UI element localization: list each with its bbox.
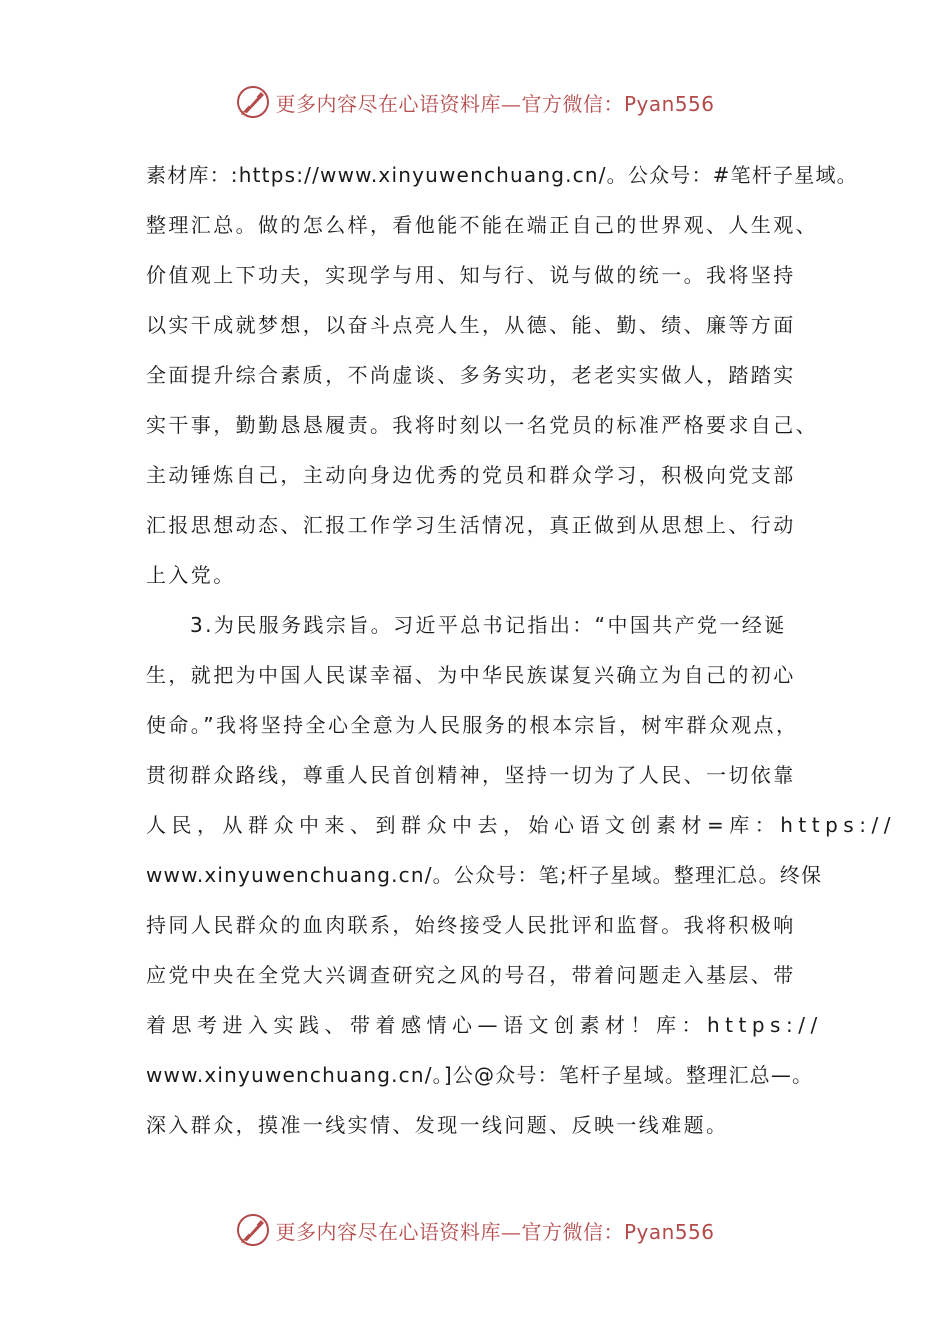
banner-wechat-id: Pyan556 <box>623 1219 715 1244</box>
banner-separator: — <box>500 1219 522 1244</box>
body-line: 贯彻群众路线，尊重人民首创精神，坚持一切为了人民、一切依靠 <box>146 763 796 787</box>
quill-pen-icon <box>235 84 271 120</box>
banner-wechat-label: 官方微信： <box>521 1219 624 1244</box>
banner-text <box>275 1216 714 1245</box>
body-line: 生，就把为中国人民谋幸福、为中华民族谋复兴确立为自己的初心 <box>146 663 796 687</box>
body-line: 人民，从群众中来、到群众中去，始心语文创素材=库：https:// <box>146 813 896 837</box>
banner-wechat-id: Pyan556 <box>623 91 715 116</box>
body-line: 上入党。 <box>146 563 236 587</box>
body-line: 应党中央在全党大兴调查研究之风的号召，带着问题走入基层、带 <box>146 963 796 987</box>
body-line: www.xinyuwenchuang.cn/。]公@众号：笔杆子星域。整理汇总—。 <box>146 1063 814 1087</box>
body-line: 素材库：:https://www.xinyuwenchuang.cn/。公众号：#笔杆子星域。 <box>146 163 858 187</box>
banner-text <box>275 88 714 117</box>
body-line: 整理汇总。做的怎么样，看他能不能在端正自己的世界观、人生观、 <box>146 213 818 237</box>
header-banner <box>0 80 950 124</box>
body-line: 3.为民服务践宗旨。习近平总书记指出：“中国共产党一经诞 <box>190 613 787 637</box>
banner-wechat-label: 官方微信： <box>521 91 624 116</box>
body-line: 汇报思想动态、汇报工作学习生活情况，真正做到从思想上、行动 <box>146 513 796 537</box>
body-line: 以实干成就梦想，以奋斗点亮人生，从德、能、勤、绩、廉等方面 <box>146 313 796 337</box>
body-line: 使命。”我将坚持全心全意为人民服务的根本宗旨，树牢群众观点， <box>146 713 799 737</box>
body-line: 主动锤炼自己，主动向身边优秀的党员和群众学习，积极向党支部 <box>146 463 796 487</box>
body-line: 价值观上下功夫，实现学与用、知与行、说与做的统一。我将坚持 <box>146 263 796 287</box>
banner-main-text: 更多内容尽在心语资料库 <box>275 1219 501 1244</box>
quill-pen-icon <box>235 1212 271 1248</box>
body-line: 持同人民群众的血肉联系，始终接受人民批评和监督。我将积极响 <box>146 913 796 937</box>
body-line: www.xinyuwenchuang.cn/。公众号：笔;杆子星域。整理汇总。终保 <box>146 863 823 887</box>
body-line: 全面提升综合素质，不尚虚谈、多务实功，老老实实做人，踏踏实 <box>146 363 796 387</box>
banner-main-text: 更多内容尽在心语资料库 <box>275 91 501 116</box>
body-line: 着思考进入实践、带着感情心—语文创素材！库：https:// <box>146 1013 823 1037</box>
body-line: 深入群众，摸准一线实情、发现一线问题、反映一线难题。 <box>146 1113 729 1137</box>
footer-banner <box>0 1208 950 1252</box>
document-body <box>146 150 896 1150</box>
banner-separator: — <box>500 91 522 116</box>
body-line: 实干事，勤勤恳恳履责。我将时刻以一名党员的标准严格要求自己、 <box>146 413 818 437</box>
